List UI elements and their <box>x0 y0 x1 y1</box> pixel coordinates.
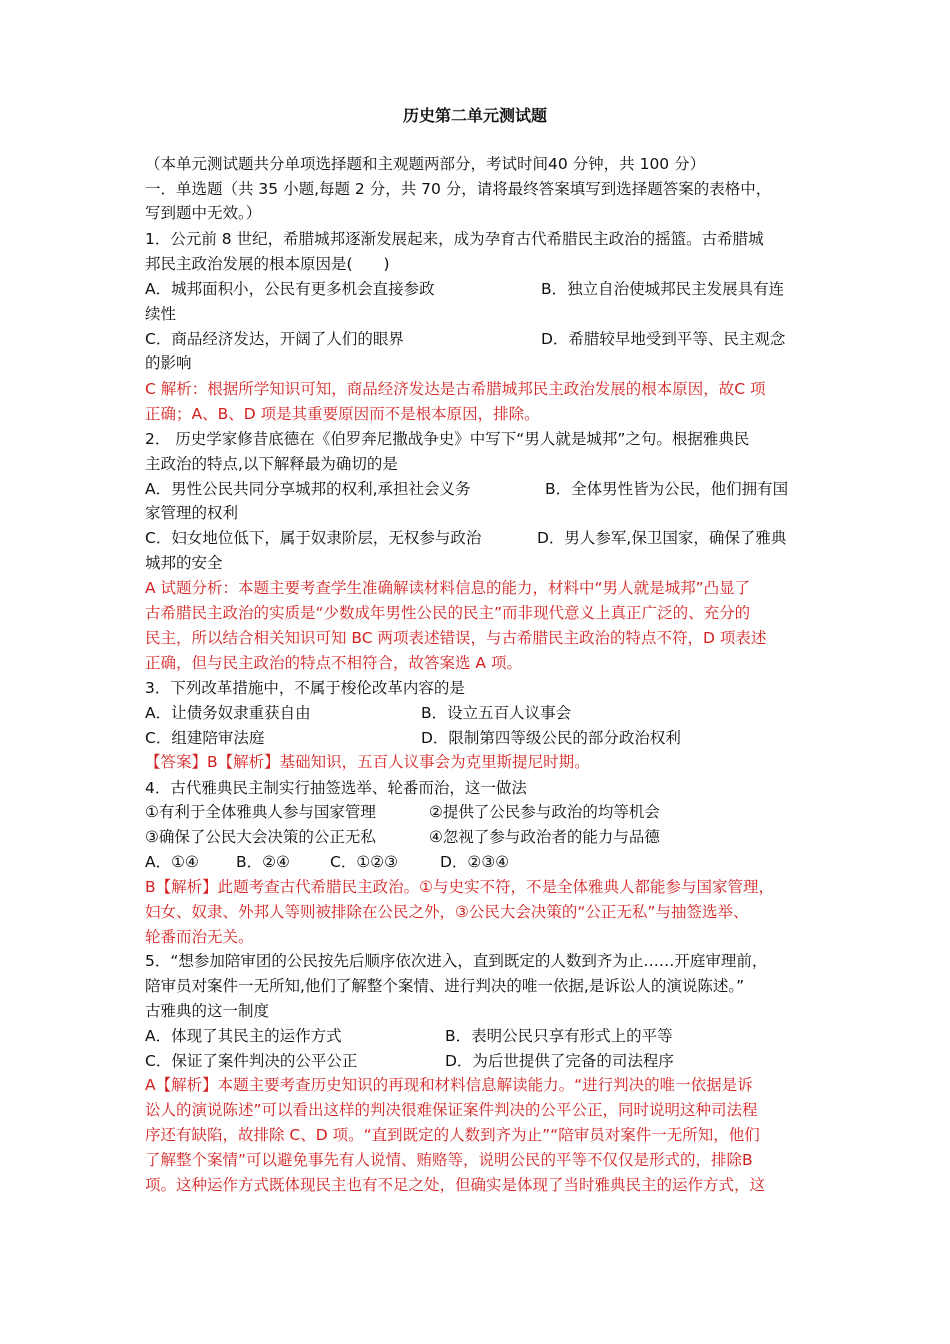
q1-option-d-cont: 的影响 <box>145 354 192 372</box>
q1-option-b-cont: 续性 <box>145 305 177 323</box>
q5-answer-line5: 项。这种运作方式既体现民主也有不足之处，但确实是体现了当时雅典民主的运作方式，这 <box>145 1176 766 1194</box>
q2-answer-line4: 正确，但与民主政治的特点不相符合，故答案选 A 项。 <box>145 654 522 672</box>
q3-stem: 3．下列改革措施中，不属于梭伦改革内容的是 <box>145 679 465 697</box>
q5-stem: 5．“想参加陪审团的公民按先后顺序依次进入，直到既定的人数到齐为止……开庭审理前， <box>145 952 768 970</box>
q2-answer-line3: 民主，所以结合相关知识可知 BC 两项表述错误，与古希腊民主政治的特点不符，D 项表述 <box>145 629 767 647</box>
q2-option-d-cont: 城邦的安全 <box>145 554 223 572</box>
q4-answer-line3: 轮番而治无关。 <box>145 928 254 946</box>
section-heading: 一．单选题（共 35 小题,每题 2 分，共 70 分，请将最终答案填写到选择题答案的表格中， <box>145 180 772 198</box>
q1-option-d: D．希腊较早地受到平等、民主观念 <box>541 330 786 348</box>
q4-option-a: A．①④ <box>145 853 199 871</box>
q4-option-b: B．②④ <box>236 853 290 871</box>
q5-option-a: A．体现了其民主的运作方式 <box>145 1027 342 1045</box>
q4-answer: B【解析】此题考查古代希腊民主政治。①与史实不符，不是全体雅典人都能参与国家管理， <box>145 878 775 896</box>
section-heading-cont: 写到题中无效。） <box>145 204 262 222</box>
q2-stem-cont: 主政治的特点,以下解释最为确切的是 <box>145 455 398 473</box>
q2-option-b-cont: 家管理的权利 <box>145 504 239 522</box>
q3-option-b: B．设立五百人议事会 <box>421 704 572 722</box>
q3-option-c: C．组建陪审法庭 <box>145 729 265 747</box>
q5-option-d: D．为后世提供了完备的司法程序 <box>445 1052 674 1070</box>
q4-item-2: ②提供了公民参与政治的均等机会 <box>429 803 660 821</box>
q2-option-a: A．男性公民共同分享城邦的权利,承担社会义务 <box>145 480 471 498</box>
q3-answer: 【答案】B【解析】基础知识，五百人议事会为克里斯提尼时期。 <box>145 753 590 771</box>
q4-item-3: ③确保了公民大会决策的公正无私 <box>145 828 376 846</box>
q1-option-a: A．城邦面积小，公民有更多机会直接参政 <box>145 280 435 298</box>
q5-option-b: B．表明公民只享有形式上的平等 <box>445 1027 673 1045</box>
q5-stem-line2: 陪审员对案件一无所知,他们了解整个案情、进行判决的唯一依据,是诉讼人的演说陈述。” <box>145 977 745 995</box>
q5-answer-line2: 讼人的演说陈述”可以看出这样的判决很难保证案件判决的公平公正，同时说明这种司法程 <box>145 1101 758 1119</box>
q2-option-c: C．妇女地位低下，属于奴隶阶层，无权参与政治 <box>145 529 482 547</box>
q1-option-c: C．商品经济发达，开阔了人们的眼界 <box>145 330 404 348</box>
q4-answer-line2: 妇女、奴隶、外邦人等则被排除在公民之外，③公民大会决策的“公正无私”与抽签选举、 <box>145 903 749 921</box>
q1-answer: C 解析：根据所学知识可知，商品经济发达是古希腊城邦民主政治发展的根本原因，故C 项 <box>145 380 766 398</box>
q3-option-a: A．让债务奴隶重获自由 <box>145 704 311 722</box>
q2-answer-line2: 古希腊民主政治的实质是“少数成年男性公民的民主”而非现代意义上真正广泛的、充分的 <box>145 604 751 622</box>
q3-option-d: D．限制第四等级公民的部分政治权利 <box>421 729 681 747</box>
q1-stem-cont: 邦民主政治发展的根本原因是( ) <box>145 255 390 273</box>
q1-answer-cont: 正确；A、B、D 项是其重要原因而不是根本原因，排除。 <box>145 405 540 423</box>
page-title: 历史第二单元测试题 <box>402 106 547 125</box>
intro-text: （本单元测试题共分单项选择题和主观题两部分，考试时间40 分钟，共 100 分） <box>145 155 706 173</box>
q4-option-c: C．①②③ <box>330 853 399 871</box>
q4-option-d: D．②③④ <box>440 853 510 871</box>
q5-stem-line3: 古雅典的这一制度 <box>145 1002 270 1020</box>
q4-stem: 4．古代雅典民主制实行抽签选举、轮番而治，这一做法 <box>145 779 527 797</box>
q5-answer-line4: 了解整个案情”可以避免事先有人说情、贿赂等，说明公民的平等不仅仅是形式的，排除B <box>145 1151 753 1169</box>
q1-stem: 1．公元前 8 世纪，希腊城邦逐渐发展起来，成为孕育古代希腊民主政治的摇篮。古希腊城 <box>145 230 764 248</box>
q2-answer: A 试题分析：本题主要考查学生准确解读材料信息的能力，材料中“男人就是城邦”凸显了 <box>145 579 751 597</box>
q2-option-d: D．男人参军,保卫国家，确保了雅典 <box>537 529 787 547</box>
q2-stem: 2． 历史学家修昔底德在《伯罗奔尼撒战争史》中写下“男人就是城邦”之句。根据雅典民 <box>145 430 750 448</box>
q5-answer: A【解析】本题主要考查历史知识的再现和材料信息解读能力。“进行判决的唯一依据是诉 <box>145 1076 753 1094</box>
q1-option-b: B．独立自治使城邦民主发展具有连 <box>541 280 785 298</box>
q4-item-4: ④忽视了参与政治者的能力与品德 <box>429 828 660 846</box>
q4-item-1: ①有利于全体雅典人参与国家管理 <box>145 803 376 821</box>
q5-answer-line3: 序还有缺陷，故排除 C、D 项。“直到既定的人数到齐为止”“陪审员对案件一无所知，他们 <box>145 1126 760 1144</box>
q5-option-c: C．保证了案件判决的公平公正 <box>145 1052 358 1070</box>
q2-option-b: B．全体男性皆为公民，他们拥有国 <box>545 480 789 498</box>
